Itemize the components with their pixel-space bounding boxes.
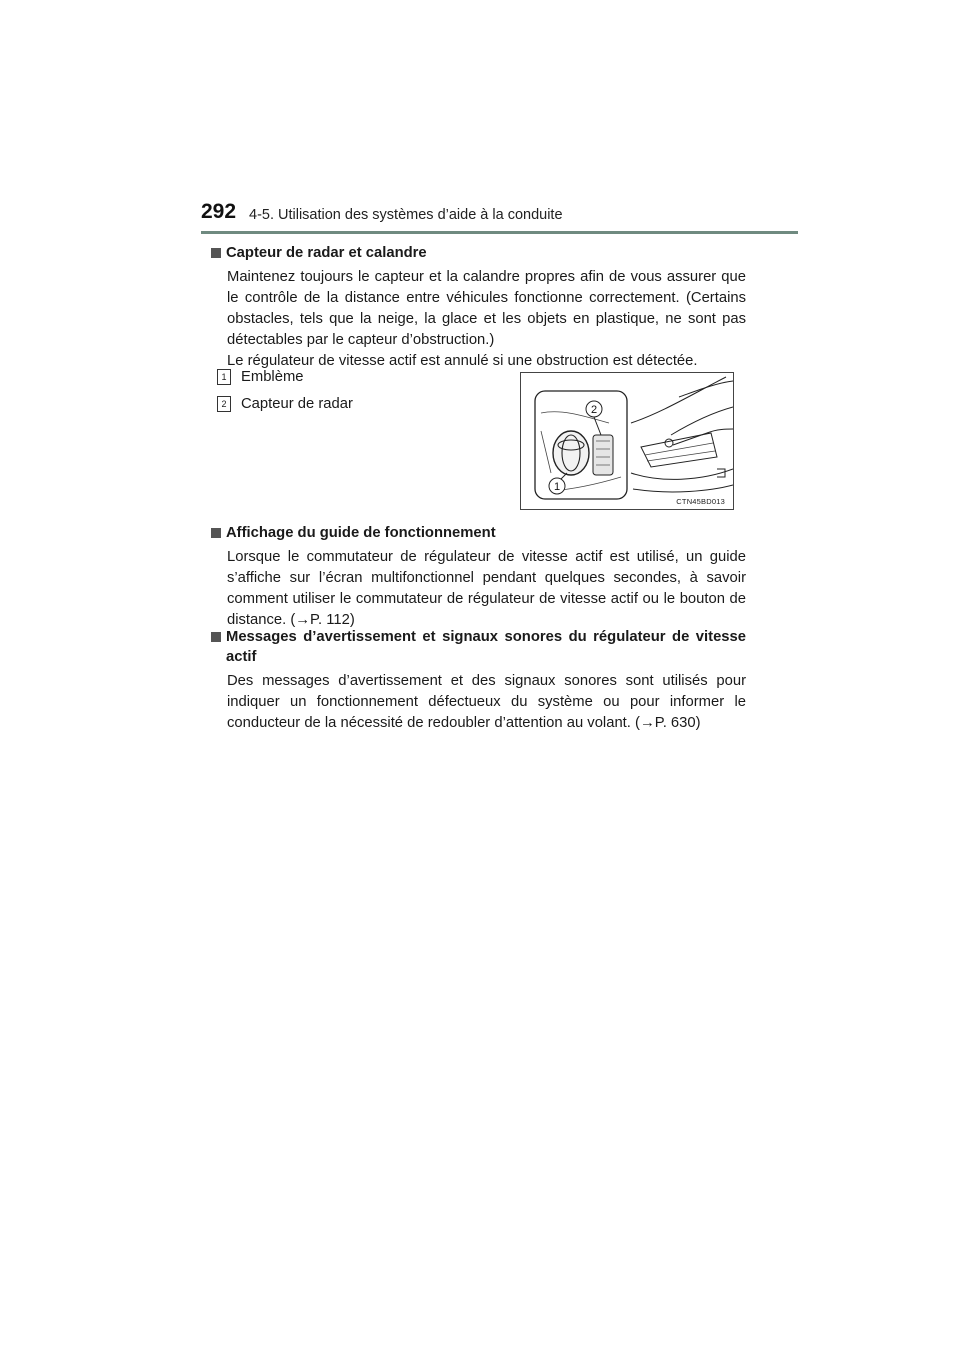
car-front-drawing [521,373,733,509]
legend-item-emblem [217,369,304,385]
figure-code: CTN45BD013 [676,497,725,506]
page-number: 292 [201,200,237,223]
section-heading-text: Capteur de radar et calandre [226,245,427,261]
legend-label: Capteur de radar [241,396,353,412]
callout-number-box: 1 [217,369,231,385]
section-heading [211,523,746,543]
legend-item-radar-sensor [217,396,353,412]
section-messages-avertissement [211,627,746,734]
square-bullet-icon [211,248,221,258]
section-heading [211,243,746,263]
section-radar-calandre [211,243,746,372]
car-front-illustration [520,372,734,510]
paragraph: Le régulateur de vitesse actif est annulé si une obstruction est détectée. [227,353,698,369]
header-rule [201,231,798,234]
callout-2-label: 2 [590,404,598,416]
square-bullet-icon [211,528,221,538]
square-bullet-icon [211,632,221,642]
legend-label: Emblème [241,369,304,385]
chapter-title: 4-5. Utilisation des systèmes d’aide à la conduite [249,207,563,223]
paragraph: Maintenez toujours le capteur et la calandre propres afin de vous assurer que le contrôle de la distance entre véhicules fonctionne correctement. (Certains obstacles, tels que la neige, la glace et les objets en plastique, ne sont pas détectables par le capteur d’obstruction.) [227,269,746,348]
callout-1-label: 1 [553,481,561,493]
paragraph: Des messages d’avertissement et des signaux sonores sont utilisés pour indiquer un fonctionnement défectueux du système ou pour informer le conducteur de la nécessité de redoubler d’attention au volant. (→P. 630) [227,673,746,731]
section-guide-fonctionnement [211,523,746,631]
section-heading-text: Messages d’avertissement et signaux sonores du régulateur de vitesse actif [226,629,746,665]
section-heading [211,627,746,667]
paragraph: Lorsque le commutateur de régulateur de vitesse actif est utilisé, un guide s’affiche sur l’écran multifonctionnel pendant quelques secondes, à savoir comment utiliser le commutateur de régulateur de vitesse actif ou le bouton de distance. (→P. 112) [227,549,746,628]
section-heading-text: Affichage du guide de fonctionnement [226,525,496,541]
callout-number-box: 2 [217,396,231,412]
